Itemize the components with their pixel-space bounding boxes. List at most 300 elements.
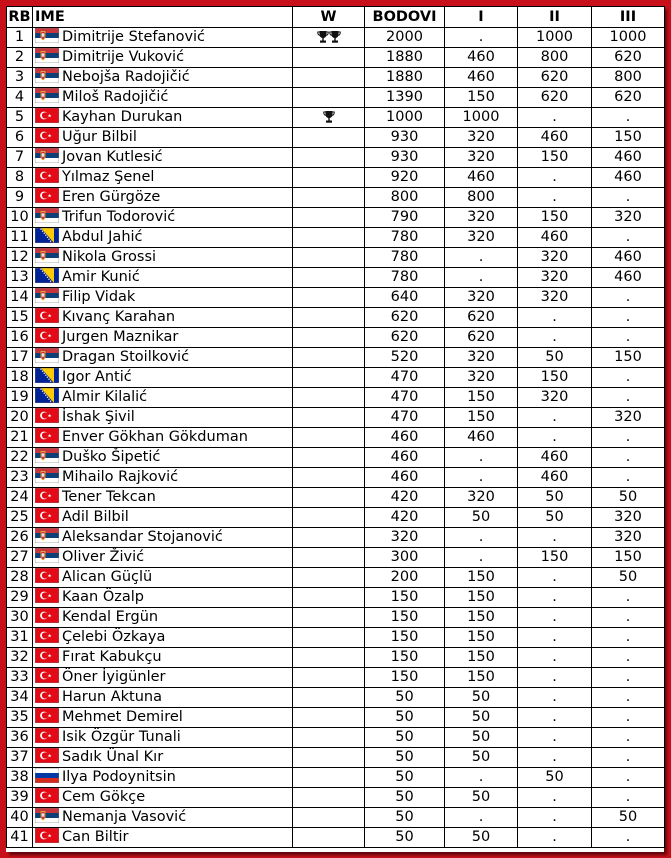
round-ii-cell: 620 (518, 88, 592, 108)
player-name: Adil Bilbil (62, 509, 129, 525)
round-iii-cell: 1000 (592, 28, 665, 48)
player-name: Çelebi Özkaya (62, 629, 166, 645)
player-name-cell (33, 388, 293, 408)
round-i-cell: 50 (445, 688, 518, 708)
turkey-flag-icon (35, 168, 59, 183)
player-name: Harun Aktuna (62, 689, 163, 705)
round-iii-cell: . (592, 428, 665, 448)
rank-cell: 5 (7, 108, 33, 128)
player-name: Mehmet Demirel (62, 709, 183, 725)
round-iii-cell: 150 (592, 348, 665, 368)
rank-cell: 10 (7, 208, 33, 228)
standings-table (6, 6, 665, 848)
round-i-cell: . (445, 808, 518, 828)
turkey-flag-icon (35, 788, 59, 803)
table-row (7, 48, 665, 68)
rank-cell: 25 (7, 508, 33, 528)
round-i-cell: 460 (445, 168, 518, 188)
bodovi-cell: 300 (365, 548, 445, 568)
rank-cell: 28 (7, 568, 33, 588)
player-name-cell (33, 768, 293, 788)
player-name-cell (33, 88, 293, 108)
player-name: Oliver Živić (62, 549, 145, 565)
wins-cell (293, 148, 365, 168)
player-name-cell (33, 48, 293, 68)
wins-cell (293, 828, 365, 848)
round-iii-cell: . (592, 628, 665, 648)
bodovi-cell: 470 (365, 388, 445, 408)
wins-cell (293, 668, 365, 688)
bodovi-cell: 50 (365, 748, 445, 768)
round-ii-cell: . (518, 728, 592, 748)
turkey-flag-icon (35, 408, 59, 423)
wins-cell (293, 388, 365, 408)
rank-cell: 17 (7, 348, 33, 368)
bodovi-cell: 150 (365, 668, 445, 688)
player-name-cell (33, 808, 293, 828)
bosnia-flag-icon (35, 268, 59, 283)
wins-cell (293, 528, 365, 548)
wins-cell (293, 228, 365, 248)
rank-cell: 4 (7, 88, 33, 108)
round-iii-cell: . (592, 668, 665, 688)
round-iii-cell: 320 (592, 508, 665, 528)
round-iii-cell: . (592, 388, 665, 408)
round-ii-cell: 150 (518, 148, 592, 168)
table-row (7, 288, 665, 308)
bodovi-cell: 320 (365, 528, 445, 548)
round-i-cell: . (445, 548, 518, 568)
player-name: Igor Antić (62, 369, 132, 385)
wins-cell (293, 268, 365, 288)
table-row (7, 608, 665, 628)
player-name-cell (33, 68, 293, 88)
table-row (7, 348, 665, 368)
serbia-flag-icon (35, 348, 59, 363)
round-iii-cell: . (592, 368, 665, 388)
turkey-flag-icon (35, 668, 59, 683)
player-name: Isik Özgür Tunali (62, 729, 181, 745)
player-name: Fırat Kabukçu (62, 649, 162, 665)
player-name: Ilya Podoynitsin (62, 769, 176, 785)
rank-cell: 23 (7, 468, 33, 488)
round-iii-cell: . (592, 788, 665, 808)
bodovi-cell: 460 (365, 468, 445, 488)
round-iii-cell: . (592, 308, 665, 328)
serbia-flag-icon (35, 148, 59, 163)
bodovi-cell: 150 (365, 628, 445, 648)
turkey-flag-icon (35, 728, 59, 743)
rank-cell: 11 (7, 228, 33, 248)
bodovi-cell: 620 (365, 308, 445, 328)
serbia-flag-icon (35, 808, 59, 823)
bodovi-cell: 800 (365, 188, 445, 208)
player-name-cell (33, 488, 293, 508)
wins-cell (293, 508, 365, 528)
player-name: Tener Tekcan (62, 489, 156, 505)
turkey-flag-icon (35, 588, 59, 603)
round-i-cell: 320 (445, 348, 518, 368)
bodovi-cell: 780 (365, 268, 445, 288)
russia-flag-icon (35, 768, 59, 783)
player-name: Nikola Grossi (62, 249, 157, 265)
turkey-flag-icon (35, 428, 59, 443)
rank-cell: 37 (7, 748, 33, 768)
serbia-flag-icon (35, 288, 59, 303)
round-i-cell: . (445, 268, 518, 288)
player-name-cell (33, 728, 293, 748)
player-name: Uğur Bilbil (62, 129, 137, 145)
player-name-cell (33, 788, 293, 808)
standings-frame (6, 6, 664, 852)
header-row (7, 7, 665, 28)
player-name-cell (33, 128, 293, 148)
rank-cell: 6 (7, 128, 33, 148)
player-name-cell (33, 328, 293, 348)
round-i-cell: 150 (445, 608, 518, 628)
round-ii-cell: 1000 (518, 28, 592, 48)
rank-cell: 2 (7, 48, 33, 68)
round-i-cell: 320 (445, 228, 518, 248)
serbia-flag-icon (35, 68, 59, 83)
round-iii-cell: 320 (592, 528, 665, 548)
turkey-flag-icon (35, 708, 59, 723)
player-name: Almir Kilalić (62, 389, 148, 405)
wins-cell (293, 408, 365, 428)
wins-cell (293, 588, 365, 608)
turkey-flag-icon (35, 688, 59, 703)
table-row (7, 188, 665, 208)
player-name-cell (33, 168, 293, 188)
round-i-cell: 460 (445, 428, 518, 448)
round-ii-cell: . (518, 108, 592, 128)
round-ii-cell: . (518, 588, 592, 608)
player-name-cell (33, 288, 293, 308)
serbia-flag-icon (35, 88, 59, 103)
table-row (7, 408, 665, 428)
player-name-cell (33, 228, 293, 248)
player-name: Trifun Todorović (62, 209, 176, 225)
rank-cell: 22 (7, 448, 33, 468)
bodovi-cell: 150 (365, 588, 445, 608)
player-name: Can Biltir (62, 829, 129, 845)
wins-cell (293, 68, 365, 88)
round-ii-cell: 320 (518, 388, 592, 408)
table-row (7, 28, 665, 48)
wins-cell (293, 128, 365, 148)
bodovi-cell: 460 (365, 428, 445, 448)
round-i-cell: 150 (445, 588, 518, 608)
player-name: Aleksandar Stojanović (62, 529, 223, 545)
wins-cell (293, 168, 365, 188)
rank-cell: 35 (7, 708, 33, 728)
turkey-flag-icon (35, 568, 59, 583)
player-name-cell (33, 688, 293, 708)
bodovi-cell: 640 (365, 288, 445, 308)
round-iii-cell: . (592, 608, 665, 628)
turkey-flag-icon (35, 828, 59, 843)
bodovi-cell: 620 (365, 328, 445, 348)
player-name-cell (33, 428, 293, 448)
table-row (7, 768, 665, 788)
round-i-cell: 460 (445, 68, 518, 88)
player-name: Miloš Radojičić (62, 89, 169, 105)
rank-cell: 30 (7, 608, 33, 628)
round-i-cell: 460 (445, 48, 518, 68)
bodovi-cell: 50 (365, 828, 445, 848)
table-row (7, 708, 665, 728)
player-name-cell (33, 208, 293, 228)
header-rb: RB (7, 7, 33, 28)
round-iii-cell: 460 (592, 168, 665, 188)
rank-cell: 12 (7, 248, 33, 268)
table-row (7, 808, 665, 828)
turkey-flag-icon (35, 508, 59, 523)
player-name-cell (33, 648, 293, 668)
round-ii-cell: . (518, 788, 592, 808)
player-name-cell (33, 528, 293, 548)
player-name: Abdul Jahić (62, 229, 143, 245)
round-iii-cell: 50 (592, 808, 665, 828)
table-row (7, 688, 665, 708)
table-row (7, 308, 665, 328)
rank-cell: 1 (7, 28, 33, 48)
table-row (7, 168, 665, 188)
wins-cell (293, 188, 365, 208)
turkey-flag-icon (35, 128, 59, 143)
round-ii-cell: 320 (518, 288, 592, 308)
round-ii-cell: . (518, 428, 592, 448)
header-iii: III (592, 7, 665, 28)
round-ii-cell: 50 (518, 768, 592, 788)
wins-cell (293, 728, 365, 748)
round-iii-cell: . (592, 468, 665, 488)
round-i-cell: 620 (445, 308, 518, 328)
player-name-cell (33, 108, 293, 128)
table-row (7, 228, 665, 248)
round-ii-cell: . (518, 628, 592, 648)
round-iii-cell: 320 (592, 408, 665, 428)
table-row (7, 728, 665, 748)
player-name: Dimitrije Vuković (62, 49, 185, 65)
player-name: Mihailo Rajković (62, 469, 179, 485)
header-i: I (445, 7, 518, 28)
round-iii-cell: 800 (592, 68, 665, 88)
wins-cell (293, 368, 365, 388)
round-i-cell: 150 (445, 648, 518, 668)
player-name: Kıvanç Karahan (62, 309, 176, 325)
round-ii-cell: . (518, 708, 592, 728)
table-row (7, 468, 665, 488)
wins-cell (293, 88, 365, 108)
round-ii-cell: . (518, 168, 592, 188)
rank-cell: 31 (7, 628, 33, 648)
player-name-cell (33, 268, 293, 288)
table-row (7, 268, 665, 288)
wins-cell (293, 208, 365, 228)
round-ii-cell: 320 (518, 248, 592, 268)
player-name: Kaan Özalp (62, 589, 144, 605)
round-ii-cell: . (518, 688, 592, 708)
round-i-cell: 150 (445, 388, 518, 408)
trophy-icon (317, 29, 329, 45)
player-name: Filip Vidak (62, 289, 136, 305)
turkey-flag-icon (35, 608, 59, 623)
bodovi-cell: 150 (365, 608, 445, 628)
round-ii-cell: 460 (518, 128, 592, 148)
player-name: Sadık Ünal Kır (62, 749, 164, 765)
wins-cell (293, 108, 365, 128)
rank-cell: 15 (7, 308, 33, 328)
round-i-cell: 320 (445, 368, 518, 388)
bosnia-flag-icon (35, 368, 59, 383)
round-iii-cell: . (592, 328, 665, 348)
round-ii-cell: 50 (518, 508, 592, 528)
player-name-cell (33, 348, 293, 368)
round-ii-cell: 150 (518, 548, 592, 568)
wins-cell (293, 288, 365, 308)
serbia-flag-icon (35, 48, 59, 63)
serbia-flag-icon (35, 28, 59, 43)
table-row (7, 428, 665, 448)
bodovi-cell: 50 (365, 768, 445, 788)
round-i-cell: 800 (445, 188, 518, 208)
round-i-cell: 150 (445, 568, 518, 588)
player-name-cell (33, 608, 293, 628)
rank-cell: 38 (7, 768, 33, 788)
bodovi-cell: 780 (365, 248, 445, 268)
round-i-cell: 320 (445, 148, 518, 168)
header-ii: II (518, 7, 592, 28)
wins-cell (293, 308, 365, 328)
rank-cell: 19 (7, 388, 33, 408)
rank-cell: 32 (7, 648, 33, 668)
round-iii-cell: . (592, 588, 665, 608)
round-i-cell: . (445, 768, 518, 788)
player-name-cell (33, 368, 293, 388)
round-i-cell: 320 (445, 128, 518, 148)
round-iii-cell: . (592, 648, 665, 668)
table-row (7, 828, 665, 848)
wins-cell (293, 688, 365, 708)
player-name: Amir Kunić (62, 269, 140, 285)
bodovi-cell: 420 (365, 488, 445, 508)
turkey-flag-icon (35, 628, 59, 643)
round-ii-cell: . (518, 668, 592, 688)
wins-cell (293, 788, 365, 808)
bodovi-cell: 1000 (365, 108, 445, 128)
wins-cell (293, 708, 365, 728)
rank-cell: 18 (7, 368, 33, 388)
rank-cell: 7 (7, 148, 33, 168)
bodovi-cell: 930 (365, 128, 445, 148)
round-i-cell: 1000 (445, 108, 518, 128)
round-ii-cell: . (518, 828, 592, 848)
round-ii-cell: 150 (518, 368, 592, 388)
wins-cell (293, 648, 365, 668)
round-iii-cell: 150 (592, 548, 665, 568)
round-i-cell: 50 (445, 828, 518, 848)
wins-cell (293, 48, 365, 68)
round-iii-cell: . (592, 228, 665, 248)
round-ii-cell: . (518, 568, 592, 588)
round-iii-cell: . (592, 288, 665, 308)
bodovi-cell: 780 (365, 228, 445, 248)
round-i-cell: 150 (445, 88, 518, 108)
player-name-cell (33, 148, 293, 168)
player-name-cell (33, 188, 293, 208)
player-name: Enver Gökhan Gökduman (62, 429, 248, 445)
round-iii-cell: 620 (592, 48, 665, 68)
bodovi-cell: 200 (365, 568, 445, 588)
wins-cell (293, 328, 365, 348)
serbia-flag-icon (35, 248, 59, 263)
wins-cell (293, 488, 365, 508)
table-row (7, 668, 665, 688)
turkey-flag-icon (35, 328, 59, 343)
player-name-cell (33, 548, 293, 568)
round-iii-cell: 150 (592, 128, 665, 148)
round-ii-cell: . (518, 748, 592, 768)
player-name-cell (33, 588, 293, 608)
round-i-cell: . (445, 248, 518, 268)
round-iii-cell: 320 (592, 208, 665, 228)
round-i-cell: 50 (445, 728, 518, 748)
round-i-cell: 150 (445, 668, 518, 688)
round-ii-cell: 50 (518, 348, 592, 368)
round-i-cell: . (445, 448, 518, 468)
round-iii-cell: 460 (592, 248, 665, 268)
bodovi-cell: 460 (365, 448, 445, 468)
rank-cell: 24 (7, 488, 33, 508)
rank-cell: 9 (7, 188, 33, 208)
round-ii-cell: 320 (518, 268, 592, 288)
round-iii-cell: . (592, 748, 665, 768)
round-ii-cell: 50 (518, 488, 592, 508)
serbia-flag-icon (35, 448, 59, 463)
bodovi-cell: 50 (365, 708, 445, 728)
player-name-cell (33, 708, 293, 728)
round-i-cell: . (445, 28, 518, 48)
bodovi-cell: 470 (365, 408, 445, 428)
bodovi-cell: 1390 (365, 88, 445, 108)
table-row (7, 368, 665, 388)
table-row (7, 108, 665, 128)
player-name: Kayhan Durukan (62, 109, 183, 125)
table-row (7, 588, 665, 608)
rank-cell: 26 (7, 528, 33, 548)
round-iii-cell: . (592, 188, 665, 208)
table-row (7, 508, 665, 528)
turkey-flag-icon (35, 108, 59, 123)
player-name-cell (33, 568, 293, 588)
table-row (7, 68, 665, 88)
round-ii-cell: 460 (518, 448, 592, 468)
wins-cell (293, 748, 365, 768)
round-iii-cell: . (592, 728, 665, 748)
table-row (7, 628, 665, 648)
wins-cell (293, 568, 365, 588)
table-row (7, 208, 665, 228)
header-ime: IME (33, 7, 293, 28)
table-row (7, 88, 665, 108)
rank-cell: 34 (7, 688, 33, 708)
round-ii-cell: . (518, 308, 592, 328)
rank-cell: 8 (7, 168, 33, 188)
table-row (7, 528, 665, 548)
rank-cell: 36 (7, 728, 33, 748)
round-ii-cell: . (518, 808, 592, 828)
